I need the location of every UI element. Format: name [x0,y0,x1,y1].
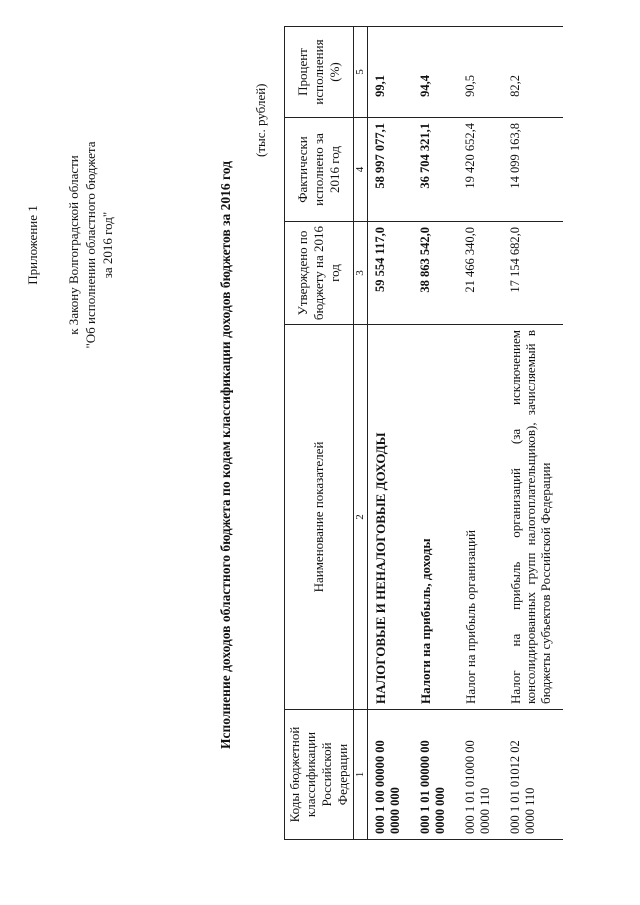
header-executed: Фактически исполнено за 2016 год [285,118,354,222]
table-row [413,27,458,840]
appendix-law-line: к Закону Волгоградской области [66,155,81,335]
percent-value: 90,5 [458,27,503,118]
indicator-name: Налог на прибыль организаций (за исключением консолидированных групп налогоплательщиков), зачисляемый в бюджеты субъектов Российской Федерации [503,325,563,710]
header-approved: Утверждено по бюджету на 2016 год [285,222,354,325]
budget-code: 000 1 00 00000 00 0000 000 [368,710,414,840]
table-row [458,27,503,840]
column-number: 4 [354,118,368,222]
column-number: 1 [354,710,368,840]
table-row [368,27,414,840]
percent-value: 94,4 [413,27,458,118]
header-indicator-name: Наименование показателей [285,325,354,710]
appendix-number: Приложение 1 [25,205,40,285]
column-number: 5 [354,27,368,118]
approved-value: 38 863 542,0 [413,222,458,325]
column-number: 3 [354,222,368,325]
budget-code: 000 1 01 00000 00 0000 000 [413,710,458,840]
executed-value: 19 420 652,4 [458,118,503,222]
approved-value: 59 554 117,0 [368,222,414,325]
header-codes: Коды бюджетной классификации Российской Федерации [285,710,354,840]
percent-value: 99,1 [368,27,414,118]
indicator-name: Налог на прибыль организаций [458,325,503,710]
budget-table [284,26,563,840]
executed-value: 14 099 163,8 [503,118,563,222]
executed-value: 36 704 321,1 [413,118,458,222]
appendix-header [24,130,116,360]
table-row [503,27,563,840]
executed-value: 58 997 077,1 [368,118,414,222]
column-number: 2 [354,325,368,710]
indicator-name: Налоги на прибыль, доходы [413,325,458,710]
units-label: (тыс. рублей) [253,83,268,157]
approved-value: 21 466 340,0 [458,222,503,325]
budget-code: 000 1 01 01000 00 0000 110 [458,710,503,840]
indicator-name: НАЛОГОВЫЕ И НЕНАЛОГОВЫЕ ДОХОДЫ [368,325,414,710]
appendix-law-title-line: "Об исполнении областного бюджета [83,141,98,349]
budget-code: 000 1 01 01012 02 0000 110 [503,710,563,840]
table-header-row [285,27,354,840]
document-title: Исполнение доходов областного бюджета по кодам классификации доходов бюджетов за 2016 год [218,161,233,750]
percent-value: 82,2 [503,27,563,118]
header-percent: Процент исполнения (%) [285,27,354,118]
column-number-row [354,27,368,840]
approved-value: 17 154 682,0 [503,222,563,325]
appendix-year-line: за 2016 год" [100,211,115,279]
